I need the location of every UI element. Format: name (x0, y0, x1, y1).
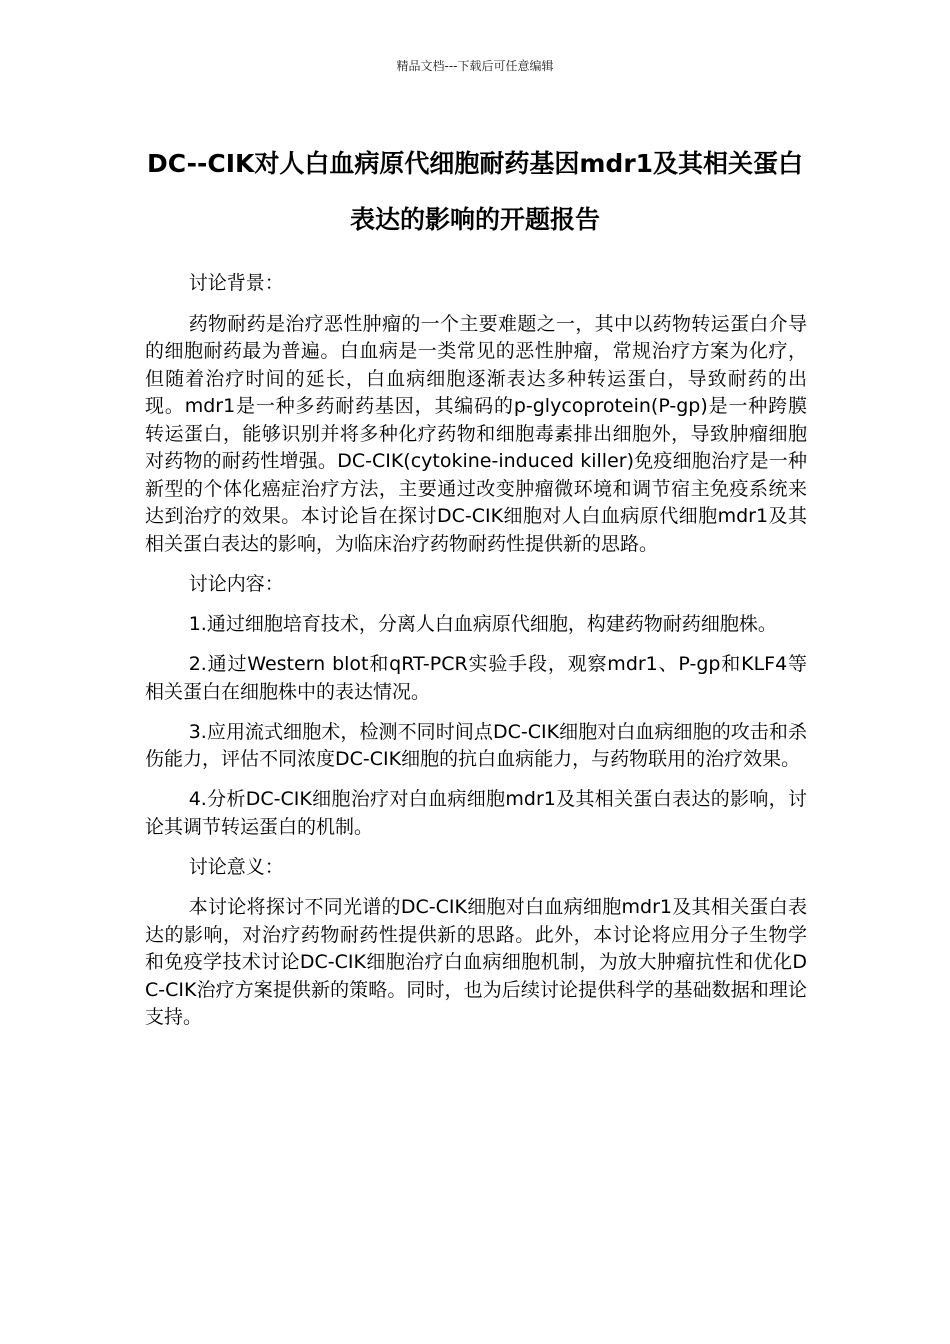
content-item-3: 3.应用流式细胞术，检测不同时间点DC-CIK细胞对白血病细胞的攻击和杀伤能力，评估不同浓度DC-CIK细胞的抗白血病能力，与药物联用的治疗效果。 (145, 720, 807, 770)
content-heading: 讨论内容： (188, 572, 284, 595)
background-heading: 讨论背景： (188, 272, 284, 294)
content-item-4: 4.分析DC-CIK细胞治疗对白血病细胞mdr1及其相关蛋白表达的影响，讨论其调节转运蛋白的机制。 (145, 788, 807, 838)
content-item-2: 2.通过Western blot和qRT-PCR实验手段，观察mdr1、P-gp和KLF4等相关蛋白在细胞株中的表达情况。 (145, 653, 807, 703)
header-note: 精品文档---下载后可任意编辑 (396, 59, 554, 73)
significance-paragraph: 本讨论将探讨不同光谱的DC-CIK细胞对白血病细胞mdr1及其相关蛋白表达的影响，对治疗药物耐药性提供新的思路。此外，本讨论将应用分子生物学和免疫学技术讨论DC-CIK细胞治疗白血病细胞机制，为放大肿瘤抗性和优化DC-CIK治疗方案提供新的策略。同时，也为后续讨论提供科学的基础数据和理论支持。 (145, 896, 807, 1028)
document-body (145, 270, 807, 1044)
content-item-1: 1.通过细胞培育技术，分离人白血病原代细胞，构建药物耐药细胞株。 (188, 613, 777, 635)
significance-heading: 讨论意义： (188, 855, 284, 878)
background-paragraph: 药物耐药是治疗恶性肿瘤的一个主要难题之一，其中以药物转运蛋白介导的细胞耐药最为普遍。白血病是一类常见的恶性肿瘤，常规治疗方案为化疗，但随着治疗时间的延长，白血病细胞逐渐表达多种转运蛋白，导致耐药的出现。mdr1是一种多药耐药基因，其编码的p-glycoprotein(P-gp)是一种跨膜转运蛋白，能够识别并将多种化疗药物和细胞毒素排出细胞外，导致肿瘤细胞对药物的耐药性增强。DC-CIK(cytokine-induced killer)免疫细胞治疗是一种新型的个体化癌症治疗方法，主要通过改变肿瘤微环境和调节宿主免疫系统来达到治疗的效果。本讨论旨在探讨DC-CIK细胞对人白血病原代细胞mdr1及其相关蛋白表达的影响，为临床治疗药物耐药性提供新的思路。 (145, 312, 807, 555)
document-title: DC--CIK对人白血病原代细胞耐药基因mdr1及其相关蛋白表达的影响的开题报告 (146, 149, 804, 234)
